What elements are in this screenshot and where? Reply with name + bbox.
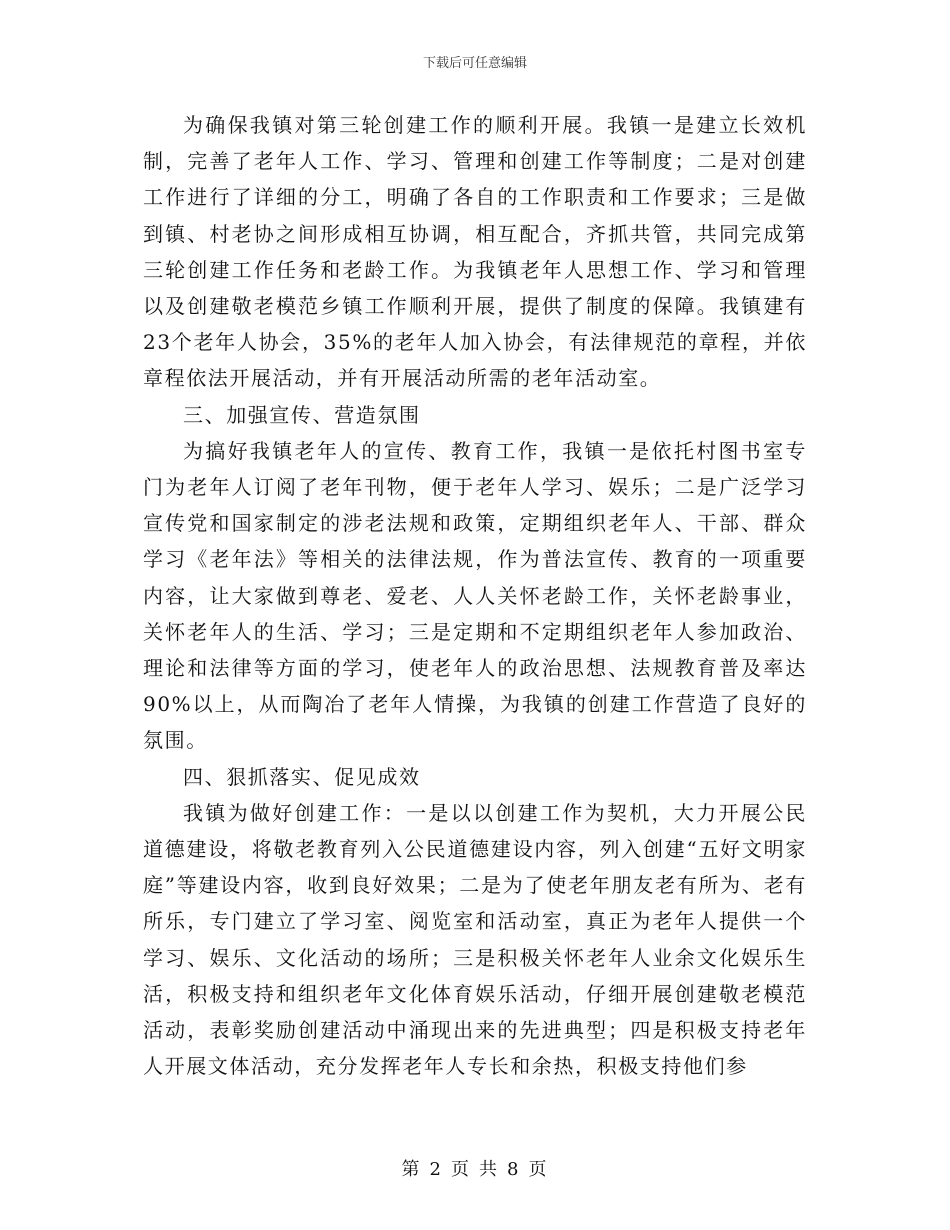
document-body — [143, 107, 807, 1084]
paragraph-system-building: 为确保我镇对第三轮创建工作的顺利开展。我镇一是建立长效机制，完善了老年人工作、学习、管理和创建工作等制度；二是对创建工作进行了详细的分工，明确了各自的工作职责和工作要求；三是做到镇、村老协之间形成相互协调，相互配合，齐抓共管，共同完成第三轮创建工作任务和老龄工作。为我镇老年人思想工作、学习和管理以及创建敬老模范乡镇工作顺利开展，提供了制度的保障。我镇建有23个老年人协会，35%的老年人加入协会，有法律规范的章程，并依章程依法开展活动，并有开展活动所需的老年活动室。 — [143, 113, 807, 391]
footer-current-page: 2 — [429, 1159, 443, 1180]
footer-page-word: 页 — [451, 1159, 471, 1180]
page-number-footer — [0, 1155, 950, 1181]
footer-prefix: 第 — [401, 1159, 422, 1180]
paragraph-publicity-education: 为搞好我镇老年人的宣传、教育工作，我镇一是依托村图书室专门为老年人订阅了老年刊物，便于老年人学习、娱乐；二是广泛学习宣传党和国家制定的涉老法规和政策，定期组织老年人、干部、群众学习《老年法》等相关的法律法规，作为普法宣传、教育的一项重要内容，让大家做到尊老、爱老、人人关怀老龄工作，关怀老龄事业，关怀老年人的生活、学习；三是定期和不定期组织老年人参加政治、理论和法律等方面的学习，使老年人的政治思想、法规教育普及率达90%以上，从而陶冶了老年人情操，为我镇的创建工作营造了良好的氛围。 — [143, 438, 807, 753]
page-header-note: 下载后可任意编辑 — [422, 56, 527, 71]
footer-total-pages: 8 — [507, 1159, 521, 1180]
section-heading-publicity: 三、加强宣传、营造氛围 — [183, 402, 421, 427]
footer-total-word: 共 — [479, 1159, 499, 1180]
footer-suffix: 页 — [528, 1159, 549, 1180]
section-heading-implementation: 四、狠抓落实、促见成效 — [183, 764, 421, 789]
paragraph-implementation: 我镇为做好创建工作：一是以以创建工作为契机，大力开展公民道德建设，将敬老教育列入公民道德建设内容，列入创建“五好文明家庭”等建设内容，收到良好效果；二是为了使老年朋友老有所为、老有所乐，专门建立了学习室、阅览室和活动室，真正为老年人提供一个学习、娱乐、文化活动的场所；三是积极关怀老年人业余文化娱乐生活，积极支持和组织老年文化体育娱乐活动，仔细开展创建敬老模范活动，表彰奖励创建活动中涌现出来的先进典型；四是积极支持老年人开展文体活动，充分发挥老年人专长和余热，积极支持他们参 — [143, 800, 807, 1079]
